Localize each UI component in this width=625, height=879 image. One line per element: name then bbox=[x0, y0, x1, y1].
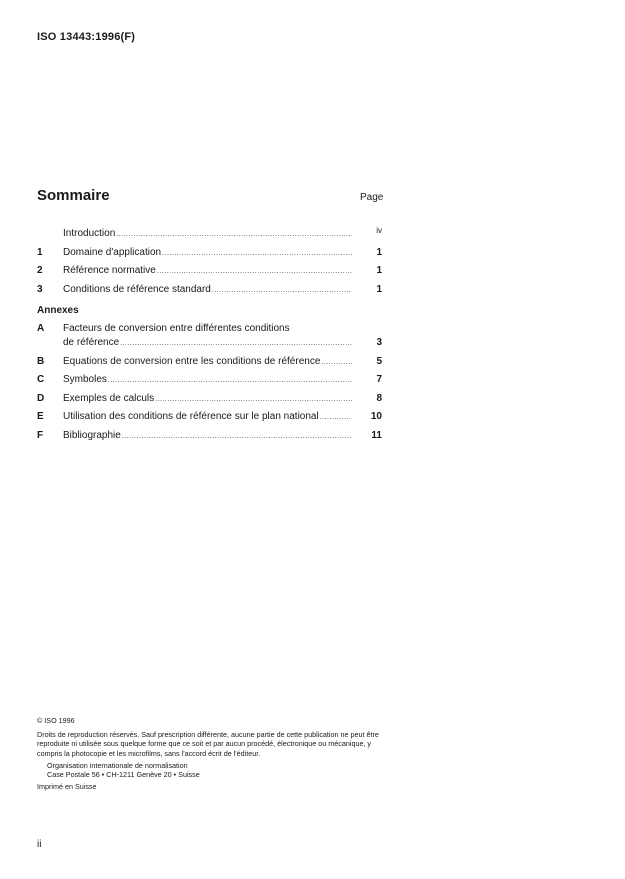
toc-annex-title: Équations de conversion entre les conditions de référence bbox=[63, 356, 321, 367]
page-column-label: Page bbox=[360, 192, 384, 203]
toc-entry-normative-reference[interactable] bbox=[37, 265, 382, 279]
toc-annex-f[interactable] bbox=[37, 430, 382, 444]
organization-address: Case Postale 56 • CH-1211 Genève 20 • Suisse bbox=[47, 770, 200, 780]
copyright-notice bbox=[37, 716, 382, 791]
toc-entry-standard-conditions[interactable] bbox=[37, 284, 382, 298]
toc-annex-title-line1: Facteurs de conversion entre différentes conditions bbox=[63, 323, 290, 334]
toc-annex-title: Symboles bbox=[63, 374, 107, 385]
dot-leader bbox=[162, 247, 352, 258]
toc-entry-page: iv bbox=[376, 226, 382, 235]
toc-annex-title: Exemples de calculs bbox=[63, 393, 155, 404]
dot-leader bbox=[116, 228, 352, 239]
toc-annex-title: de référence bbox=[63, 337, 120, 348]
dot-leader bbox=[320, 411, 352, 422]
dot-leader bbox=[120, 337, 352, 348]
toc-annex-letter: F bbox=[37, 430, 44, 441]
annexes-heading: Annexes bbox=[37, 305, 79, 316]
contents-title: Sommaire bbox=[37, 187, 110, 204]
dot-leader bbox=[157, 265, 352, 276]
toc-annex-d[interactable] bbox=[37, 393, 382, 407]
toc-annex-letter: E bbox=[37, 411, 44, 422]
toc-entry-introduction[interactable] bbox=[37, 228, 382, 242]
dot-leader bbox=[122, 430, 352, 441]
toc-annex-page: 10 bbox=[370, 411, 382, 422]
dot-leader bbox=[155, 393, 352, 404]
toc-entry-scope[interactable] bbox=[37, 247, 382, 261]
toc-entry-page: 1 bbox=[376, 265, 382, 276]
standard-designation: ISO 13443:1996(F) bbox=[37, 31, 136, 43]
toc-annex-title: Bibliographie bbox=[63, 430, 121, 441]
toc-annex-page: 7 bbox=[376, 374, 382, 385]
toc-annex-b[interactable] bbox=[37, 356, 382, 370]
dot-leader bbox=[321, 356, 352, 367]
toc-annex-page: 3 bbox=[376, 337, 382, 348]
toc-annex-letter: A bbox=[37, 323, 45, 334]
toc-entry-number: 1 bbox=[37, 247, 43, 258]
toc-entry-page: 1 bbox=[376, 247, 382, 258]
toc-annex-letter: C bbox=[37, 374, 45, 385]
toc-entry-title: Référence normative bbox=[63, 265, 156, 276]
toc-annex-e[interactable] bbox=[37, 411, 382, 425]
toc-entry-title: Conditions de référence standard bbox=[63, 284, 211, 295]
toc-annex-page: 8 bbox=[376, 393, 382, 404]
copyright-line: © ISO 1996 bbox=[37, 716, 75, 725]
toc-annex-a[interactable] bbox=[37, 323, 382, 351]
toc-entry-number: 3 bbox=[37, 284, 43, 295]
toc-annex-page: 5 bbox=[376, 356, 382, 367]
toc-entry-number: 2 bbox=[37, 265, 43, 276]
toc-annex-c[interactable] bbox=[37, 374, 382, 388]
page-number: ii bbox=[37, 839, 42, 850]
organization-name: Organisation internationale de normalisation bbox=[47, 760, 188, 770]
dot-leader bbox=[212, 284, 352, 295]
toc-entry-title: Domaine d'application bbox=[63, 247, 162, 258]
dot-leader bbox=[108, 374, 352, 385]
toc-annex-letter: B bbox=[37, 356, 45, 367]
printed-in: Imprimé en Suisse bbox=[37, 782, 97, 792]
toc-annex-letter: D bbox=[37, 393, 45, 404]
rights-paragraph: Droits de reproduction réservés. Sauf prescription différente, aucune partie de cette publication ne peut être reproduite ni utilisée sous quelque forme que ce soit et par aucun procédé, électronique ou mécanique, y compris la photocopie et les microfilms, sans l'accord écrit de l'éditeur. bbox=[37, 730, 379, 758]
toc-annex-title: Utilisation des conditions de référence sur le plan national bbox=[63, 411, 319, 422]
toc-entry-page: 1 bbox=[376, 284, 382, 295]
toc-annex-page: 11 bbox=[371, 430, 382, 441]
toc-entry-title: Introduction bbox=[63, 228, 116, 239]
